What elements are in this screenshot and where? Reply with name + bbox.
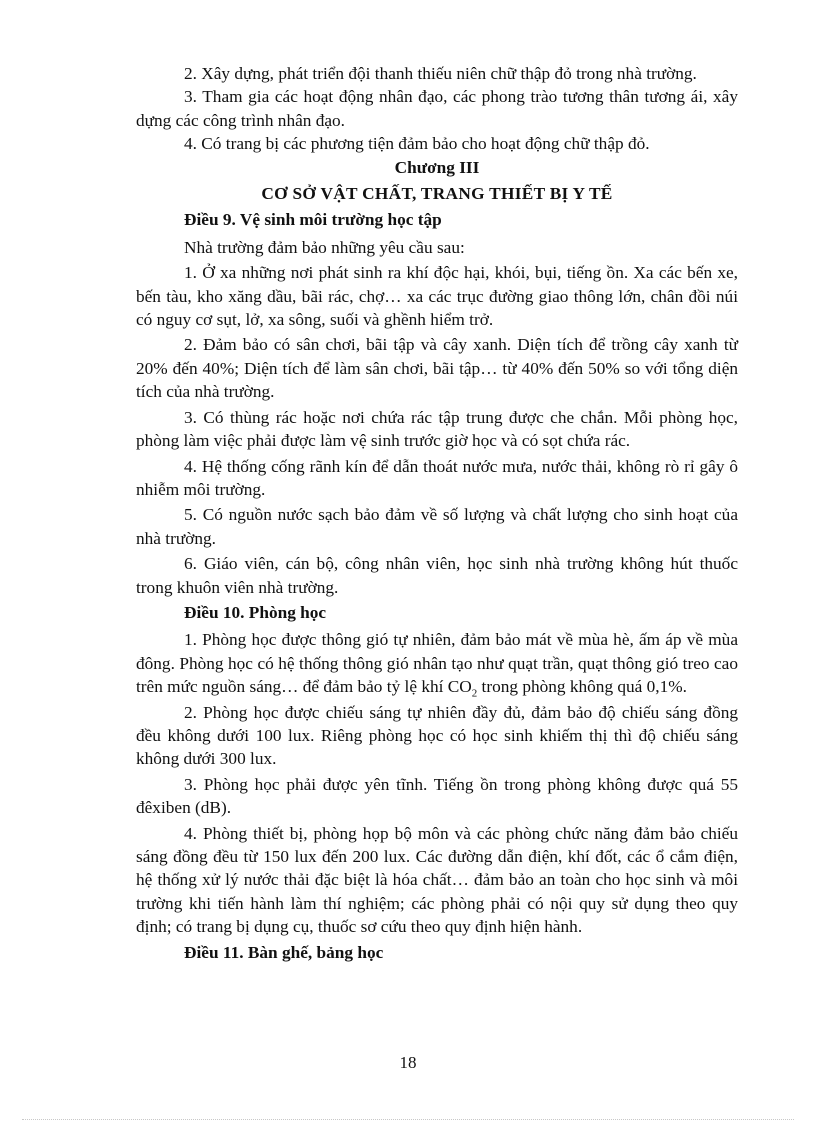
chapter-title: CƠ SỞ VẬT CHẤT, TRANG THIẾT BỊ Y TẾ (261, 184, 613, 204)
article-10-item-1-text: 1. Phòng học được thông gió tự nhiên, đảm bảo mát về mùa hè, ấm áp về mùa đông. Phòng học có hệ thống thông gió nhân tạo như quạt trần, quạt thông gió treo cao trên mức nguồn sáng… để đảm bảo tỷ lệ khí CO (136, 630, 738, 697)
article-11-title: Điều 11. Bàn ghế, bảng học (184, 942, 384, 962)
article-10-item-1 (136, 628, 738, 698)
article-10-item-4: 4. Phòng thiết bị, phòng họp bộ môn và các phòng chức năng đảm bảo chiếu sáng đồng đều từ 150 lux đến 200 lux. Các đường dẫn điện, khí đốt, các ổ cắm điện, hệ thống xử lý nước thải đặc biệt là hóa chất… đảm bảo an toàn cho học sinh và môi trường khi tiến hành làm thí nghiệm; các phòng phải có nội quy sử dụng theo quy định; có trang bị dụng cụ, thuốc sơ cứu theo quy định hiện hành. (136, 823, 738, 937)
intro-item-3: 3. Tham gia các hoạt động nhân đạo, các phong trào tương thân tương ái, xây dựng các công trình nhân đạo. (136, 87, 738, 130)
article-9-item-1: 1. Ở xa những nơi phát sinh ra khí độc hại, khói, bụi, tiếng ồn. Xa các bến xe, bến tàu, kho xăng dầu, bãi rác, chợ… xa các trục đường giao thông lớn, chân đồi núi có nguy cơ sụt, lở, xa sông, suối và ghềnh hiểm trở. (136, 263, 738, 330)
article-10-item-3: 3. Phòng học phải được yên tĩnh. Tiếng ồn trong phòng không được quá 55 đêxiben (dB). (136, 774, 738, 818)
article-10-title: Điều 10. Phòng học (184, 602, 327, 622)
article-10-item-2: 2. Phòng học được chiếu sáng tự nhiên đầy đủ, đảm bảo độ chiếu sáng đồng đều không dưới 100 lux. Riêng phòng học có học sinh khiếm thị thì độ chiếu sáng không dưới 300 lux. (136, 702, 738, 769)
document-page (136, 62, 738, 968)
article-9-item-4: 4. Hệ thống cống rãnh kín để dẫn thoát nước mưa, nước thải, không rò rỉ gây ô nhiễm môi trường. (136, 456, 738, 499)
page-bottom-divider (22, 1119, 794, 1120)
intro-item-4: 4. Có trang bị các phương tiện đảm bảo cho hoạt động chữ thập đỏ. (184, 134, 650, 154)
article-9-title: Điều 9. Vệ sinh môi trường học tập (184, 210, 442, 230)
page-number: 18 (399, 1053, 417, 1072)
article-9-intro: Nhà trường đảm bảo những yêu cầu sau: (184, 237, 465, 257)
article-9-item-5: 5. Có nguồn nước sạch bảo đảm về số lượng và chất lượng cho sinh hoạt của nhà trường. (136, 505, 738, 548)
intro-item-2: 2. Xây dựng, phát triển đội thanh thiếu niên chữ thập đỏ trong nhà trường. (184, 64, 697, 83)
article-9-item-6: 6. Giáo viên, cán bộ, công nhân viên, học sinh nhà trường không hút thuốc trong khuôn viên nhà trường. (136, 554, 738, 597)
article-9-item-3: 3. Có thùng rác hoặc nơi chứa rác tập trung được che chắn. Mỗi phòng học, phòng làm việc phải được làm vệ sinh trước giờ học và có sọt chứa rác. (136, 407, 738, 451)
chapter-label: Chương III (394, 157, 480, 177)
co2-subscript: 2 (471, 687, 478, 700)
article-10-item-1-tail: trong phòng không quá 0,1%. (477, 677, 687, 697)
article-9-item-2: 2. Đảm bảo có sân chơi, bãi tập và cây xanh. Diện tích để trồng cây xanh từ 20% đến 40%; Diện tích để làm sân chơi, bãi tập… từ 40% đến 50% so với tổng diện tích của nhà trường. (136, 335, 738, 402)
